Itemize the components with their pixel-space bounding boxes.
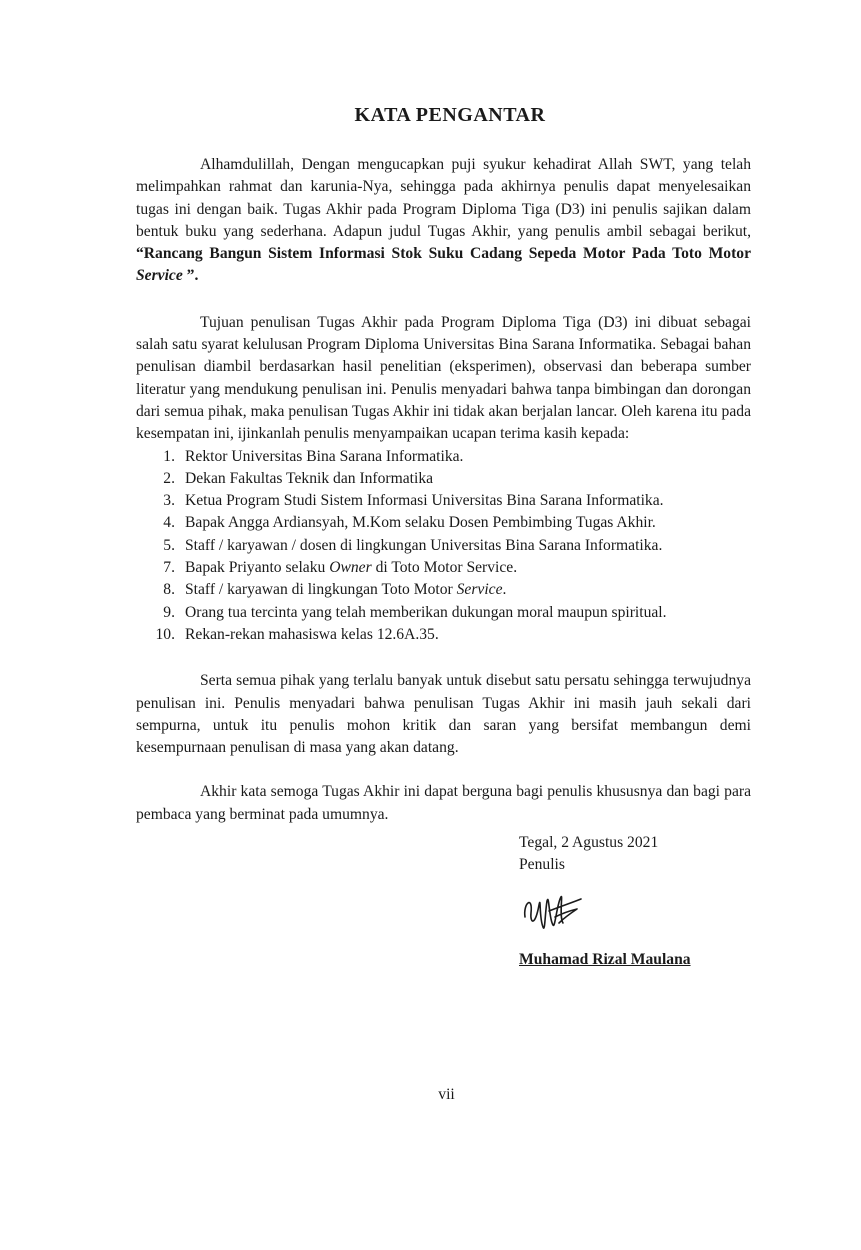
list-item-number: 3. bbox=[163, 492, 175, 510]
thesis-title-end: ”. bbox=[182, 267, 199, 285]
list-item-number: 9. bbox=[163, 603, 175, 621]
list-item-text-tail: . bbox=[502, 581, 507, 599]
list-item-text-main: Staff / karyawan di lingkungan Toto Motor bbox=[185, 581, 457, 599]
list-item bbox=[136, 446, 751, 468]
list-item bbox=[136, 557, 751, 579]
list-item-text-main: Bapak Priyanto selaku bbox=[185, 559, 330, 577]
list-item-text-main: Orang tua tercinta yang telah memberikan dukungan moral maupun spiritual. bbox=[185, 603, 667, 621]
signature-block bbox=[519, 832, 779, 971]
list-item-text bbox=[185, 579, 506, 601]
thanks-list bbox=[136, 446, 751, 647]
list-item-number: 7. bbox=[163, 559, 175, 577]
list-item-text bbox=[185, 535, 662, 557]
author-role: Penulis bbox=[519, 856, 565, 874]
list-item-number: 8. bbox=[163, 581, 175, 599]
paragraph-opening-text: Alhamdulillah, Dengan mengucapkan puji syukur kehadirat Allah SWT, yang telah melimpahkan rahmat dan karunia-Nya, sehingga pada akhirnya penulis dapat menyelesaikan tugas ini dengan baik. Tugas Akhir pada Program Diploma Tiga (D3) ini penulis sajikan dalam bentuk buku yang sederhana. Adapun judul Tugas Akhir, yang penulis ambil sebagai berikut, bbox=[136, 156, 751, 240]
list-item-number: 5. bbox=[163, 536, 175, 554]
place-date: Tegal, 2 Agustus 2021 bbox=[519, 834, 659, 851]
list-item bbox=[136, 535, 751, 557]
list-item-text-italic: Owner bbox=[329, 559, 372, 577]
list-item-text bbox=[185, 602, 667, 624]
list-item-number: 1. bbox=[163, 447, 175, 465]
list-item bbox=[136, 602, 751, 624]
list-item bbox=[136, 624, 751, 646]
list-item-text bbox=[185, 490, 664, 512]
document-body bbox=[136, 154, 751, 826]
list-item-text-main: Rektor Universitas Bina Sarana Informatika. bbox=[185, 447, 464, 465]
list-item-text-main: Ketua Program Studi Sistem Informasi Universitas Bina Sarana Informatika. bbox=[185, 492, 664, 510]
list-item-text bbox=[185, 446, 463, 468]
list-item-text bbox=[185, 468, 433, 490]
list-item-text bbox=[185, 512, 656, 534]
list-item bbox=[136, 512, 751, 534]
list-item bbox=[136, 579, 751, 601]
list-item bbox=[136, 490, 751, 512]
paragraph-purpose: Tujuan penulisan Tugas Akhir pada Program Diploma Tiga (D3) ini dibuat sebagai salah satu syarat kelulusan Program Diploma Universitas Bina Sarana Informatika. Sebagai bahan penulisan diambil berdasarkan hasil penelitian (eksperimen), observasi dan beberapa sumber literatur yang mendukung penulisan ini. Penulis menyadari bahwa tanpa bimbingan dan dorongan dari semua pihak, maka penulisan Tugas Akhir ini tidak akan berjalan lancar. Oleh karena itu pada kesempatan ini, ijinkanlah penulis menyampaikan ucapan terima kasih kepada: bbox=[136, 313, 751, 443]
list-item-text bbox=[185, 624, 439, 646]
list-item-number: 2. bbox=[163, 469, 175, 487]
page-number: vii bbox=[438, 1086, 455, 1103]
list-item-number: 10. bbox=[155, 625, 175, 643]
list-item-text-main: Bapak Angga Ardiansyah, M.Kom selaku Dosen Pembimbing Tugas Akhir. bbox=[185, 514, 656, 532]
page-title: KATA PENGANTAR bbox=[354, 104, 546, 126]
thesis-title-text: “Rancang Bangun Sistem Informasi Stok Suku Cadang Sepeda Motor Pada Toto Motor bbox=[136, 245, 751, 263]
list-item-number: 4. bbox=[163, 514, 175, 532]
list-item-text bbox=[185, 557, 517, 579]
list-item bbox=[136, 468, 751, 490]
list-item-text-italic: Service bbox=[456, 581, 503, 599]
list-item-text-tail: di Toto Motor Service. bbox=[371, 559, 518, 577]
list-item-text-main: Staff / karyawan / dosen di lingkungan Universitas Bina Sarana Informatika. bbox=[185, 536, 663, 554]
paragraph-acknowledgement: Serta semua pihak yang terlalu banyak untuk disebut satu persatu sehingga terwujudnya penulisan ini. Penulis menyadari bahwa penulisan Tugas Akhir ini masih jauh sekali dari sempurna, untuk itu penulis mohon kritik dan saran yang bersifat membangun demi kesempurnaan penulisan di masa yang akan datang. bbox=[136, 672, 751, 757]
thesis-title bbox=[136, 245, 751, 284]
signer-name: Muhamad Rizal Maulana bbox=[519, 950, 691, 968]
paragraph-opening bbox=[136, 154, 751, 288]
paragraph-closing: Akhir kata semoga Tugas Akhir ini dapat berguna bagi penulis khususnya dan bagi para pembaca yang berminat pada umumnya. bbox=[136, 783, 751, 823]
handwritten-signature-icon bbox=[519, 883, 589, 939]
list-item-text-main: Rekan-rekan mahasiswa kelas 12.6A.35. bbox=[185, 625, 439, 643]
thesis-title-italic: Service bbox=[136, 267, 183, 285]
list-item-text-main: Dekan Fakultas Teknik dan Informatika bbox=[185, 469, 434, 487]
